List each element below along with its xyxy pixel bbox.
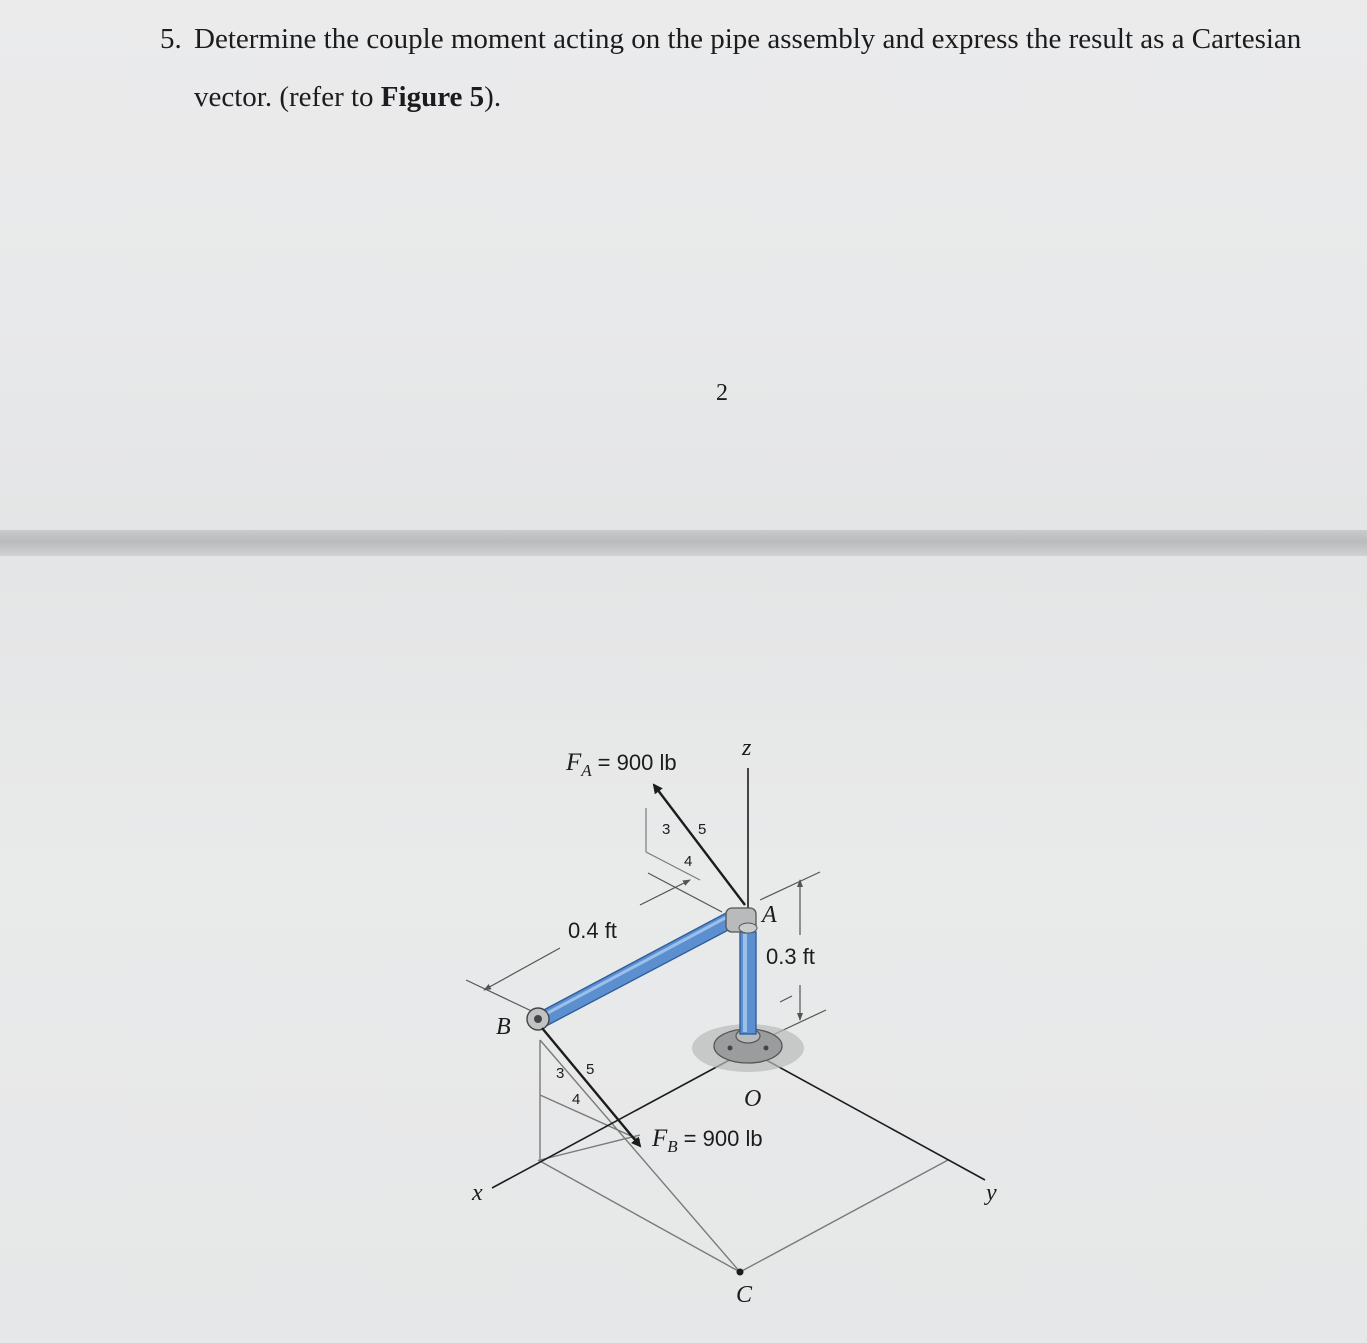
figure-reference: Figure 5	[380, 81, 485, 113]
dim-length-line-lower	[484, 948, 560, 990]
z-axis-label: z	[742, 735, 752, 761]
force-b-symbol: F	[652, 1125, 668, 1152]
question-number: 5.	[160, 23, 182, 55]
dim-length-extension-b	[466, 980, 540, 1015]
dim-height-top-ext	[760, 872, 820, 900]
plane-edge-b-to-c	[540, 1040, 740, 1272]
force-a	[646, 785, 745, 905]
force-b-run: 4	[572, 1091, 581, 1108]
force-a-value: = 900 lb	[597, 750, 677, 775]
dim-length-extension-a	[648, 873, 722, 912]
ground-plane	[538, 1040, 948, 1272]
y-axis-label: y	[986, 1180, 997, 1206]
dim-height-label: 0.3 ft	[766, 944, 815, 969]
elbow-ring	[739, 923, 757, 933]
force-b-rise: 3	[556, 1065, 565, 1082]
point-c-label: C	[736, 1282, 753, 1308]
vertical-pipe	[740, 932, 756, 1034]
force-b-hyp: 5	[586, 1061, 595, 1078]
dim-length-label: 0.4 ft	[568, 918, 617, 943]
dim-height-tick	[780, 996, 792, 1002]
force-a-subscript: A	[581, 761, 592, 780]
question-text-before: Determine the couple moment acting on the pipe assembly and express the result as a Cartesian vector. (refer to	[194, 23, 1302, 113]
y-axis	[748, 1050, 985, 1180]
plane-edge-c-to-y	[740, 1160, 948, 1272]
dim-length-line-upper	[640, 880, 690, 905]
bolt-1	[728, 1046, 733, 1051]
force-a-run: 4	[684, 853, 693, 870]
plane-edge-x-to-c	[538, 1160, 740, 1272]
x-axis	[492, 1050, 748, 1188]
page-number: 2	[716, 380, 728, 406]
endcap-b	[527, 1008, 549, 1030]
force-a-hyp: 5	[698, 821, 707, 838]
vertical-pipe-body	[740, 932, 756, 1034]
force-b-value: = 900 lb	[683, 1126, 763, 1151]
force-b	[542, 1028, 640, 1146]
elbow-a	[726, 908, 757, 933]
point-b-label: B	[496, 1014, 511, 1040]
force-b-label	[651, 1125, 763, 1156]
force-a-arrow	[654, 785, 745, 905]
axes	[492, 768, 985, 1188]
force-b-arrow	[542, 1028, 640, 1146]
force-b-base	[540, 1135, 640, 1160]
bolt-2	[764, 1046, 769, 1051]
point-o-label: O	[744, 1086, 762, 1112]
x-axis-label: x	[472, 1180, 483, 1206]
question-text-after: ).	[484, 81, 502, 113]
force-b-projection	[540, 1095, 640, 1140]
vertical-pipe-highlight	[743, 934, 747, 1032]
endcap-inner	[534, 1015, 542, 1023]
point-c-marker	[737, 1269, 744, 1276]
point-a-label: A	[762, 902, 777, 928]
force-b-subscript: B	[667, 1137, 678, 1156]
force-a-symbol: F	[566, 749, 582, 776]
force-a-label	[565, 749, 677, 780]
force-a-rise: 3	[662, 821, 671, 838]
